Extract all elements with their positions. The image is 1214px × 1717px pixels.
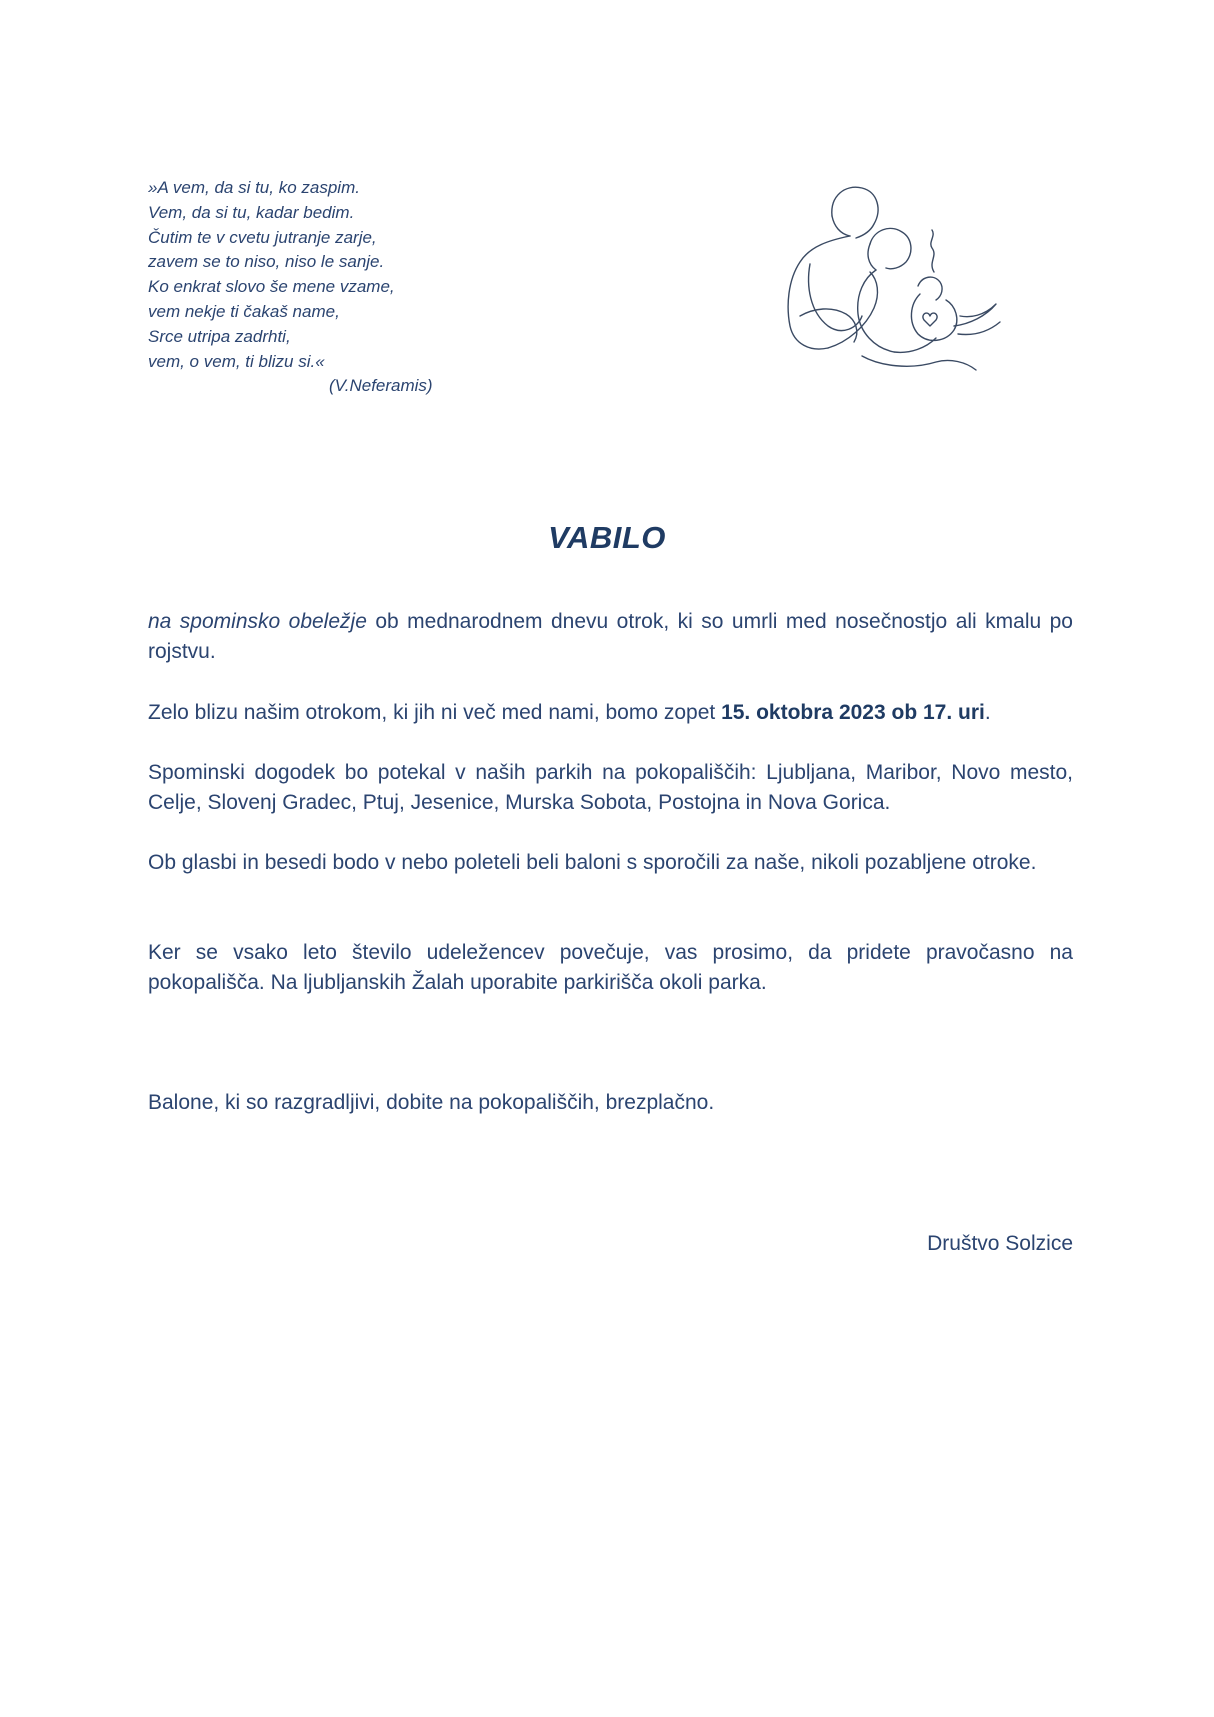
date-end: . (984, 701, 991, 724)
event-date: 15. oktobra 2023 ob 17. uri (721, 701, 985, 724)
poem-line: Ko enkrat slovo še mene vzame, (148, 277, 395, 297)
poem-line: Čutim te v cvetu jutranje zarje, (148, 227, 377, 247)
occasion-rest: ob mednarodnem dnevu otrok, ki so umrli med nosečnostjo ali kmalu po rojstvu. (148, 610, 1073, 663)
poem (148, 176, 508, 399)
signature: Društvo Solzice (927, 1232, 1073, 1255)
occasion-italic: na spominsko obeležje (148, 610, 367, 633)
poem-line: vem, o vem, ti blizu si.« (148, 351, 325, 371)
poem-line: Srce utripa zadrhti, (148, 326, 291, 346)
paragraph-arrival: Ker se vsako leto število udeležencev povečuje, vas prosimo, da pridete pravočasno na pokopališča. Na ljubljanskih Žalah uporabite parkirišča okoli parka. (148, 941, 1073, 994)
family-line-art-icon (770, 176, 1010, 376)
date-intro: Zelo blizu našim otrokom, ki jih ni več med nami, bomo zopet (148, 701, 722, 724)
poem-line: zavem se to niso, niso le sanje. (148, 252, 385, 272)
paragraph-date (148, 698, 1073, 728)
poem-author: (V.Neferamis) (329, 376, 433, 396)
page-title: VABILO (548, 520, 666, 555)
poem-line: Vem, da si tu, kadar bedim. (148, 202, 355, 222)
paragraph-locations: Spominski dogodek bo potekal v naših parkih na pokopališčih: Ljubljana, Maribor, Novo mesto, Celje, Slovenj Gradec, Ptuj, Jesenice, Murska Sobota, Postojna in Nova Gorica. (148, 761, 1073, 814)
poem-line: vem nekje ti čakaš name, (148, 301, 340, 321)
paragraph-free-balloons: Balone, ki so razgradljivi, dobite na pokopališčih, brezplačno. (148, 1091, 715, 1114)
paragraph-balloons: Ob glasbi in besedi bodo v nebo poleteli beli baloni s sporočili za naše, nikoli pozabljene otroke. (148, 851, 1037, 874)
paragraph-occasion (148, 607, 1073, 667)
poem-line: »A vem, da si tu, ko zaspim. (148, 178, 360, 197)
